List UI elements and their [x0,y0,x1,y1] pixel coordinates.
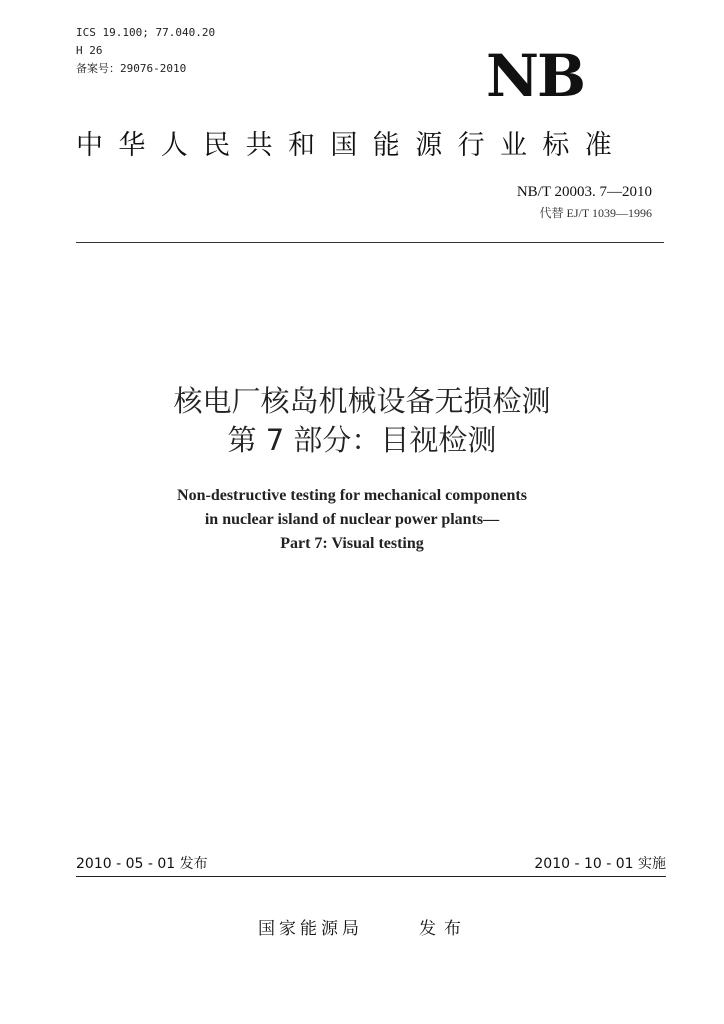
ics-code: ICS 19.100; 77.040.20 [76,26,216,39]
filing-number: 备案号：29076-2010 [76,62,187,75]
replaces-standard: 代替 EJ/T 1039—1996 [539,206,652,220]
implement-date: 2010 - 10 - 01 实施 [534,856,666,872]
title-cn-line2: 第 7 部分：目视检测 [227,423,497,457]
issuing-authority: 国家能源局 [258,919,363,939]
title-en-line2: in nuclear island of nuclear power plants— [204,511,500,528]
title-en-line1: Non-destructive testing for mechanical components [177,487,527,504]
bottom-divider [76,876,666,877]
standard-number: NB/T 20003. 7—2010 [516,184,652,200]
nb-logo: NB [486,50,585,102]
publish-date: 2010 - 05 - 01 发布 [76,856,208,872]
issue-label: 发布 [419,919,469,939]
ccs-code: H 26 [76,44,103,57]
top-divider [76,242,664,243]
title-en-line3: Part 7: Visual testing [280,535,424,552]
standard-type-title: 中华人民共和国能源行业标准 [76,130,628,161]
title-cn-line1: 核电厂核岛机械设备无损检测 [173,384,551,418]
